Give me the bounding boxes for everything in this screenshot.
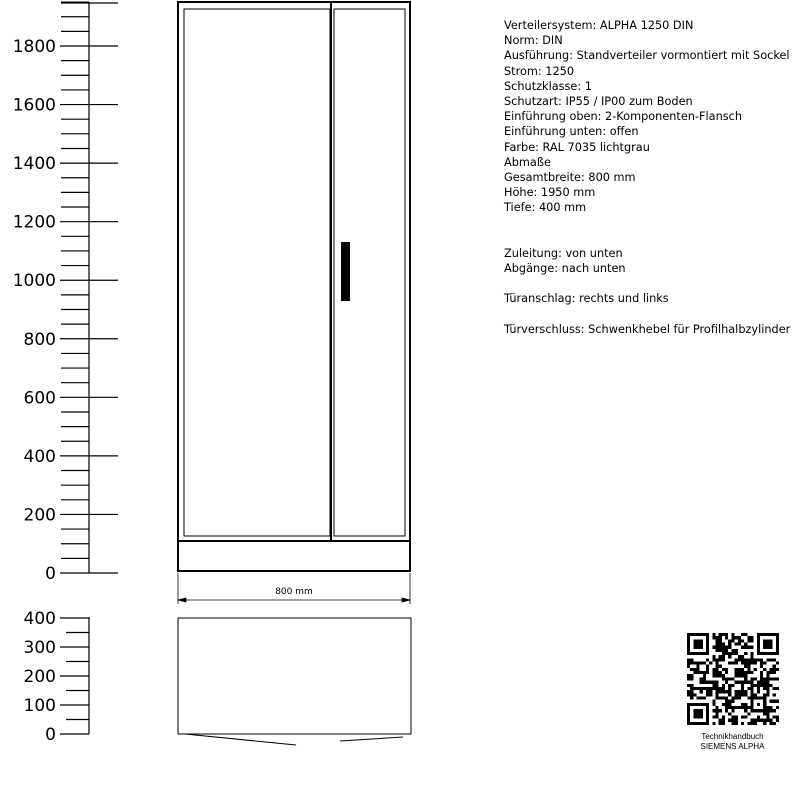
spec-line: Verteilersystem: ALPHA 1250 DIN [504,19,694,32]
door-handle [341,242,350,301]
door-swing-right [340,737,403,741]
spec-line: Ausführung: Standverteiler vormontiert mit Sockel [504,49,790,63]
depth-scale [60,617,89,734]
height-scale-label: 400 [23,446,56,467]
depth-scale-ticks [60,618,89,734]
spec-line: Einführung unten: offen [504,125,639,139]
door-swing-left [185,734,296,745]
height-scale-label: 1800 [12,37,56,57]
qr-caption [660,732,800,751]
spec-line: Schutzart: IP55 / IP00 zum Boden [504,94,693,108]
cabinet-top-outline [178,618,411,734]
spec-line: Einführung oben: 2-Komponenten-Flansch [504,110,743,124]
height-scale-label: 1000 [12,271,56,292]
height-scale-label: 1600 [12,95,56,116]
qr-caption-line1: Technikhandbuch [701,732,764,741]
height-scale-label: 200 [23,505,56,526]
height-scale-label: 1400 [12,154,56,175]
height-scale-label: 1200 [12,212,56,233]
left-door-panel [184,9,330,536]
height-scale [60,2,118,573]
spec-group-general [504,18,790,215]
width-arrow-right [402,598,410,602]
cabinet-top-view [178,618,411,745]
spec-line: Zuleitung: von unten [504,246,623,260]
spec-line: Türverschluss: Schwenkhebel für Profilhalbzylinder [504,322,791,336]
spec-line: Farbe: RAL 7035 lichtgrau [504,140,650,154]
width-dimension-label: 800 mm [275,587,313,597]
depth-scale-label: 0 [45,725,56,745]
height-scale-label: 800 [23,329,56,350]
spec-line: Gesamtbreite: 800 mm [504,170,636,184]
spec-line: Höhe: 1950 mm [504,186,596,200]
depth-scale-label: 200 [23,667,56,687]
spec-line: Schutzklasse: 1 [504,79,592,93]
spec-line: Abgänge: nach unten [504,262,626,275]
qr-code-icon[interactable] [687,633,779,729]
spec-group-cabling [504,246,790,276]
depth-scale-label: 300 [23,638,56,658]
spec-line: Norm: DIN [504,34,563,48]
spec-line: Strom: 1250 [504,64,575,78]
height-scale-label: 0 [45,564,56,584]
cabinet-outer-frame [178,2,410,571]
depth-scale-label: 400 [23,609,56,629]
qr-caption-line2: SIEMENS ALPHA [700,741,765,751]
spec-group-door-lock [504,322,790,337]
specification-list [504,18,790,337]
width-arrow-left [178,598,186,602]
depth-scale-labels [24,609,56,745]
height-scale-label: 600 [23,388,56,409]
spec-line: Tiefe: 400 mm [504,201,587,215]
depth-scale-label: 100 [23,696,56,716]
cabinet-front-view [178,2,410,571]
spec-group-door-hinge [504,291,790,306]
spec-line: Abmaße [504,155,551,169]
height-scale-labels [13,37,56,584]
spec-line: Türanschlag: rechts und links [504,292,669,306]
